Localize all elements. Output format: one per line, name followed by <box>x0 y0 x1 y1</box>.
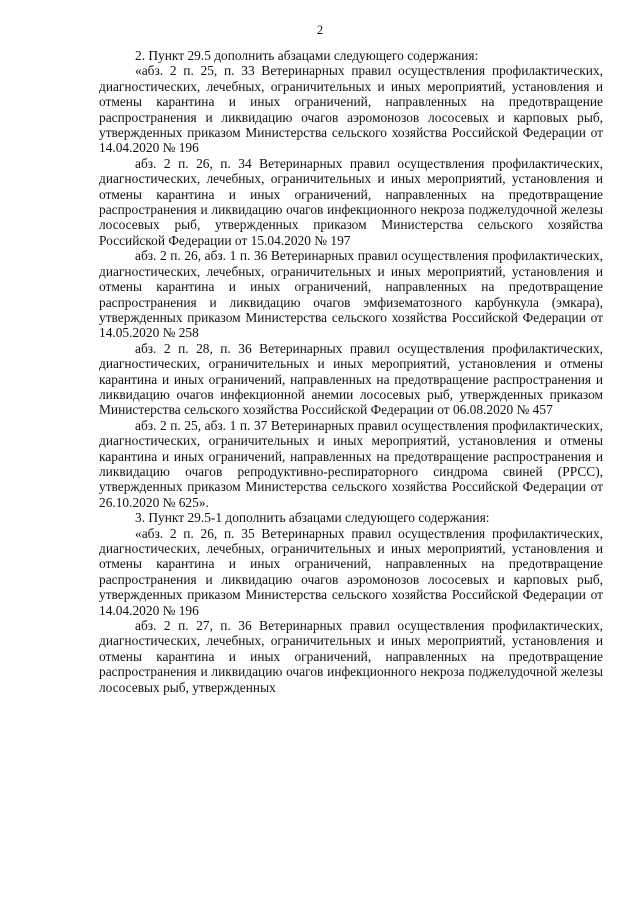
document-body <box>99 48 603 695</box>
paragraph-amendment-ipn: абз. 2 п. 26, п. 34 Ветеринарных правил осуществления профилактических, диагностических, лечебных, ограничительных и иных мероприятий, установления и отмены карантина и иных ограничений, направленных на предотвращение распространения и ликвидацию очагов инфекционного некроза поджелудочной железы лососевых рыб, утвержденных приказом Министерства сельского хозяйства Российской Федерации от 15.04.2020 № 197 <box>99 155 603 248</box>
paragraph-amendment-aeromonosis-2: «абз. 2 п. 26, п. 35 Ветеринарных правил осуществления профилактических, диагностических, лечебных, ограничительных и иных мероприятий, установления и отмены карантина и иных ограничений, направленных на предотвращение распространения и ликвидацию очагов аэромонозов лососевых и карповых рыб, утвержденных приказом Министерства сельского хозяйства Российской Федерации от 14.04.2020 № 196 <box>99 525 603 618</box>
paragraph-amendment-ipn-2: абз. 2 п. 27, п. 36 Ветеринарных правил осуществления профилактических, диагностических, лечебных, ограничительных и иных мероприятий, установления и отмены карантина и иных ограничений, направленных на предотвращение распространения и ликвидацию очагов инфекционного некроза поджелудочной железы лососевых рыб, утвержденных <box>99 618 603 695</box>
page-number: 2 <box>316 23 324 37</box>
paragraph-amendment-isa: абз. 2 п. 28, п. 36 Ветеринарных правил осуществления профилактических, диагностических, ограничительных и иных мероприятий, установления и отмены карантина и иных ограничений, направленных на предотвращение распространения и ликвидацию очагов инфекционной анемии лососевых рыб, утвержденных приказом Министерства сельского хозяйства Российской Федерации от 06.08.2020 № 457 <box>99 340 603 418</box>
paragraph-amendment-emkar: абз. 2 п. 26, абз. 1 п. 36 Ветеринарных правил осуществления профилактических, диагностических, лечебных, ограничительных и иных мероприятий, установления и отмены карантина и иных ограничений, направленных на предотвращение распространения и ликвидацию очагов эмфизематозного карбункула (эмкара), утвержденных приказом Министерства сельского хозяйства Российской Федерации от 14.05.2020 № 258 <box>99 248 603 341</box>
paragraph-amendment-prrs: абз. 2 п. 25, абз. 1 п. 37 Ветеринарных правил осуществления профилактических, диагностических, ограничительных и иных мероприятий, установления и отмены карантина и иных ограничений, направленных на предотвращение распространения и ликвидацию очагов репродуктивно-респираторного синдрома свиней (РРСС), утвержденных приказом Министерства сельского хозяйства Российской Федерации от 26.10.2020 № 625». <box>99 417 603 510</box>
paragraph-item-2: 2. Пункт 29.5 дополнить абзацами следующего содержания: <box>135 48 479 63</box>
paragraph-amendment-aeromonosis: «абз. 2 п. 25, п. 33 Ветеринарных правил осуществления профилактических, диагностических, лечебных, ограничительных и иных мероприятий, установления и отмены карантина и иных ограничений, направленных на предотвращение распространения и ликвидацию очагов аэромонозов лососевых и карповых рыб, утвержденных приказом Министерства сельского хозяйства Российской Федерации от 14.04.2020 № 196 <box>99 63 603 156</box>
paragraph-item-3: 3. Пункт 29.5-1 дополнить абзацами следующего содержания: <box>135 510 490 526</box>
